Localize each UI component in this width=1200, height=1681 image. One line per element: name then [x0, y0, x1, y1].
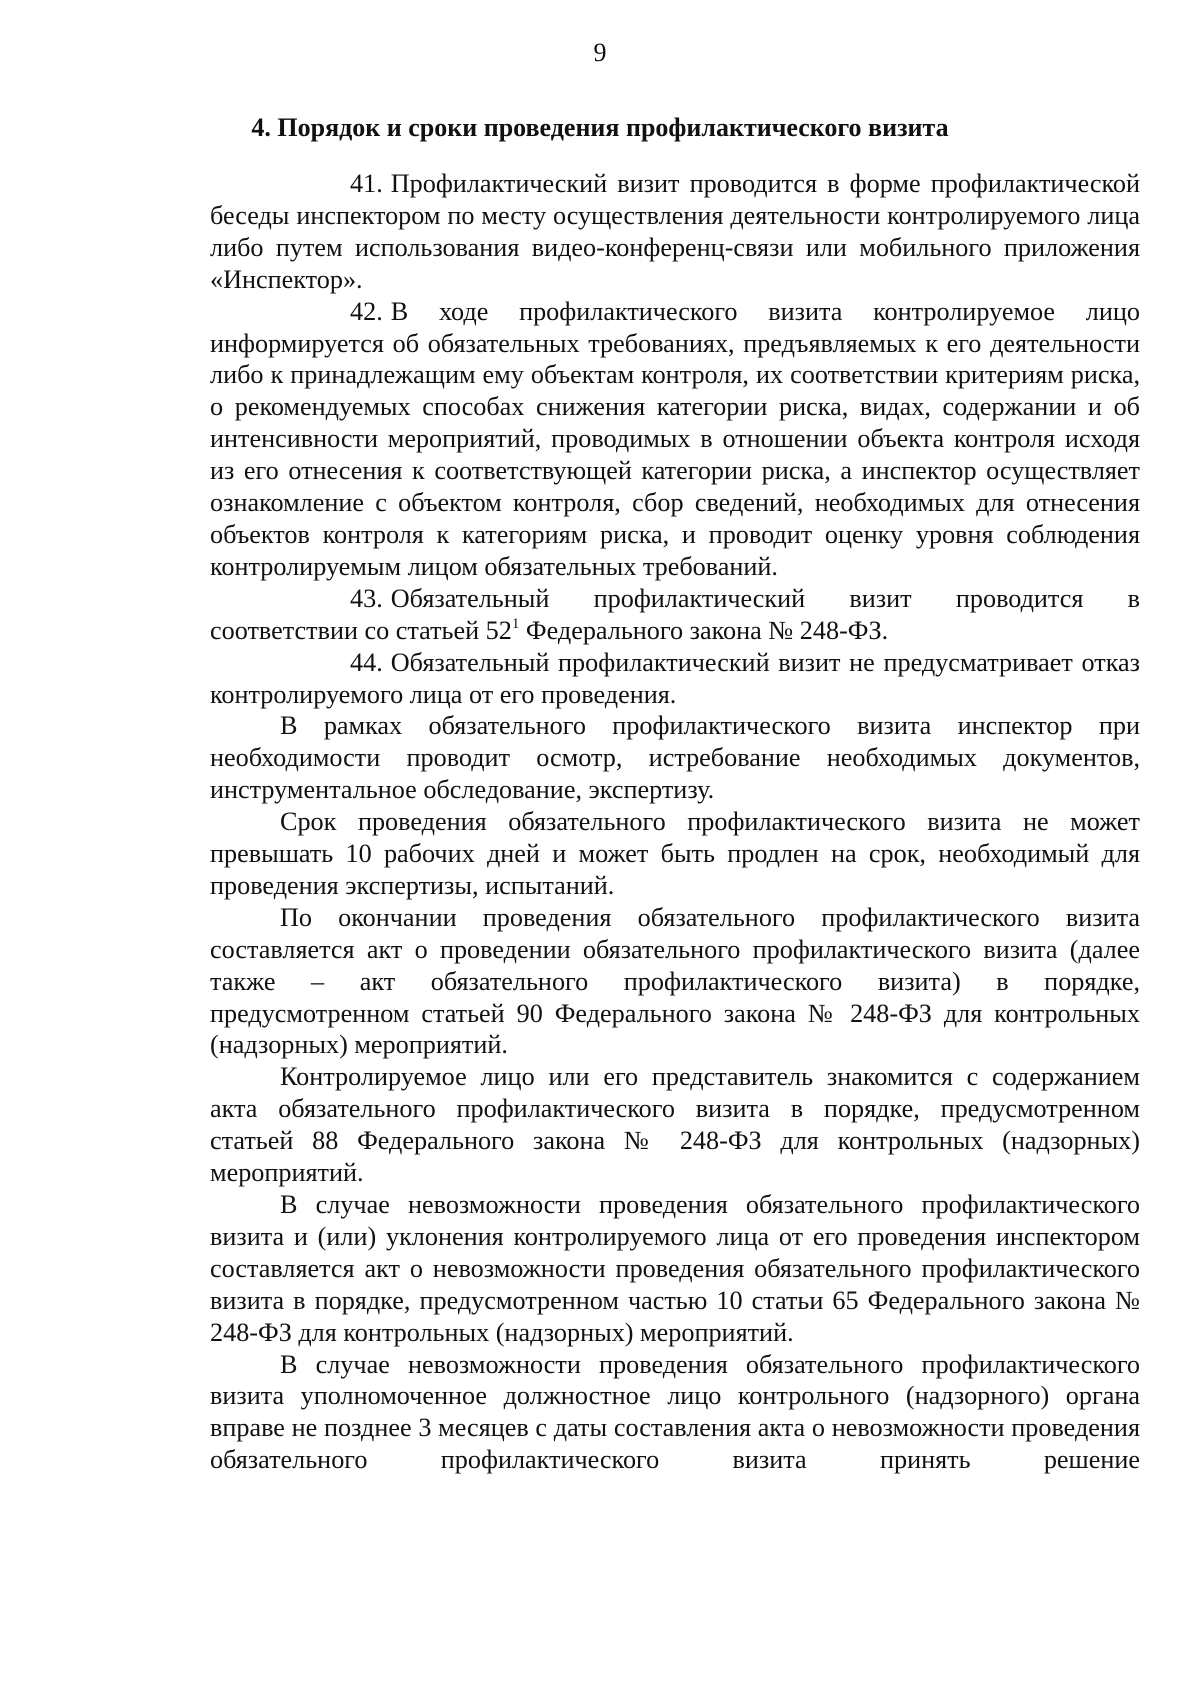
paragraph-text: Обязательный профилактический визит проводится в соответствии со статьей 52: [210, 583, 1140, 645]
paragraph-43: [210, 583, 1140, 647]
paragraph-text: Обязательный профилактический визит не предусматривает отказ контролируемого лица от его проведения.: [210, 647, 1140, 709]
document-body: [210, 168, 1140, 1476]
paragraph-text: В ходе профилактического визита контролируемое лицо информируется об обязательных требованиях, предъявляемых к его деятельности либо к принадлежащим ему объектам контроля, их соответствии критериям риска, о рекомендуемых способах снижения категории риска, видах, содержании и об интенсивности мероприятий, проводимых в отношении объекта контроля исходя из его отнесения к соответствующей категории риска, а инспектор осуществляет ознакомление с объектом контроля, сбор сведений, необходимых для отнесения объектов контроля к категориям риска, и проводит оценку уровня соблюдения контролируемым лицом обязательных требований.: [210, 296, 1140, 581]
paragraph-44-inspection: В рамках обязательного профилактического визита инспектор при необходимости проводит осмотр, истребование необходимых документов, инструментальное обследование, экспертизу.: [210, 711, 1140, 805]
paragraph-text: Профилактический визит проводится в форме профилактической беседы инспектором по месту осуществления деятельности контролируемого лица либо путем использования видео-конференц-связи или мобильного приложения «Инспектор».: [210, 169, 1140, 294]
paragraph-44-familiarization: Контролируемое лицо или его представитель знакомится с содержанием акта обязательного профилактического визита в порядке, предусмотренном статьей 88 Федерального закона № 248-ФЗ для контрольных (надзорных) мероприятий.: [210, 1062, 1140, 1188]
paragraph-41: [210, 168, 1140, 296]
superscript: 1: [511, 615, 520, 632]
paragraph-number: 42.: [350, 296, 383, 326]
section-title: 4. Порядок и сроки проведения профилактического визита: [251, 113, 949, 142]
page-number: 9: [593, 38, 607, 67]
paragraph-44-decision: В случае невозможности проведения обязательного профилактического визита уполномоченное должностное лицо контрольного (надзорного) органа вправе не позднее 3 месяцев с даты составления акта о невозможности проведения обязательного профилактического визита принять решение: [210, 1349, 1140, 1475]
paragraph-44-act: По окончании проведения обязательного профилактического визита составляется акт о проведении обязательного профилактического визита (далее также – акт обязательного профилактического визита) в порядке, предусмотренном статьей 90 Федерального закона № 248-ФЗ для контрольных (надзорных) мероприятий.: [210, 902, 1140, 1060]
paragraph-number: 44.: [350, 647, 383, 677]
paragraph-text-continued: Федерального закона № 248-ФЗ.: [519, 615, 889, 645]
paragraph-42: [210, 296, 1140, 583]
paragraph-number: 43.: [350, 583, 383, 613]
paragraph-number: 41.: [350, 169, 383, 198]
paragraph-44: [210, 647, 1140, 711]
paragraph-44-term: Срок проведения обязательного профилактического визита не может превышать 10 рабочих дней и может быть продлен на срок, необходимый для проведения экспертизы, испытаний.: [210, 807, 1140, 900]
paragraph-44-impossibility: В случае невозможности проведения обязательного профилактического визита и (или) уклонения контролируемого лица от его проведения инспектором составляется акт о невозможности проведения обязательного профилактического визита в порядке, предусмотренном частью 10 статьи 65 Федерального закона № 248-ФЗ для контрольных (надзорных) мероприятий.: [210, 1190, 1140, 1347]
